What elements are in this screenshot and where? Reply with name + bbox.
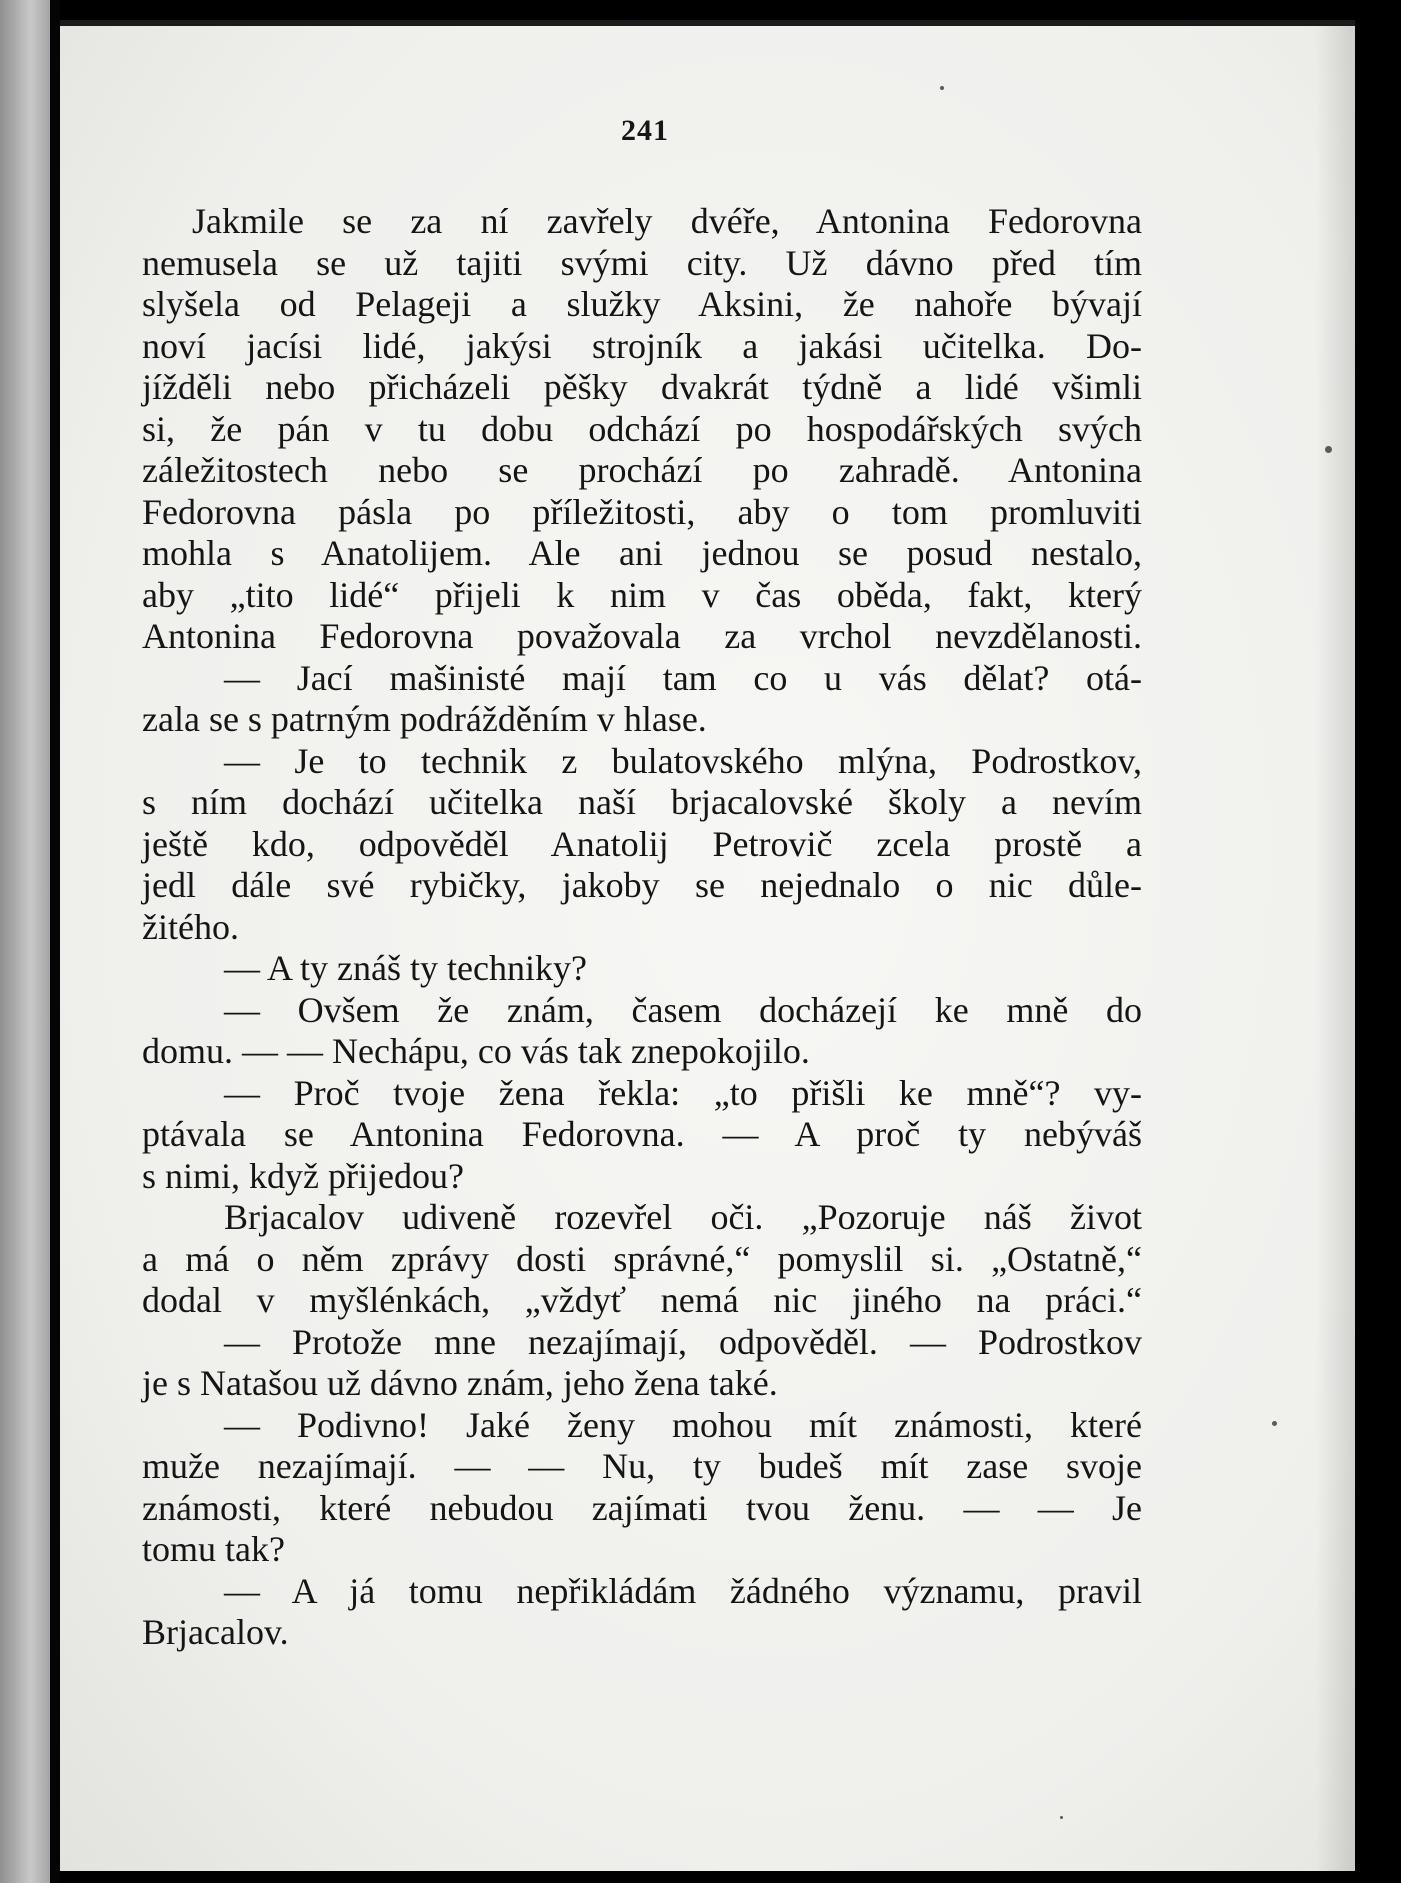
text-line: mohla s Anatolijem. Ale ani jednou se posud nestalo, [142,533,1142,573]
text-line: — Podivno! Jaké ženy mohou mít známosti, které [224,1404,1142,1445]
text-line: nemusela se už tajiti svými city. Už dávno před tím [142,242,1142,283]
scan-speck [940,86,944,90]
text-line: — Ovšem že znám, časem docházejí ke mně do [224,989,1142,1030]
text-line: žitého. [142,906,239,947]
text-line: — Protože mne nezajímají, odpověděl. — Podrostkov [224,1321,1142,1362]
text-line: — Je to technik z bulatovského mlýna, Podrostkov, [224,740,1142,781]
text-line: záležitostech nebo se prochází po zahradě. Antonina [142,450,1142,490]
text-line: — A já tomu nepřikládám žádného významu, pravil [224,1570,1142,1611]
text-line: aby „tito lidé“ přijeli k nim v čas oběda, fakt, který [142,574,1142,615]
text-line: — Jací mašinisté mají tam co u vás dělat? otá- [224,657,1142,698]
book-page [60,20,1355,1871]
text-line: jedl dále své rybičky, jakoby se nejednalo o nic důle- [142,865,1142,905]
text-line: ještě kdo, odpověděl Anatolij Petrovič zcela prostě a [142,823,1142,864]
text-line: ptávala se Antonina Fedorovna. — A proč ty nebýváš [142,1114,1142,1154]
text-line: Jakmile se za ní zavřely dvéře, Antonina Fedorovna [192,201,1142,241]
scan-speck [1325,446,1332,453]
text-line: zala se s patrným podrážděním v hlase. [142,699,707,739]
text-line: známosti, které nebudou zajímati tvou ženu. — — Je [142,1487,1142,1528]
page-edge-shadow [1315,26,1355,1871]
text-line: — A ty znáš ty techniky? [224,948,587,988]
text-line: — Proč tvoje žena řekla: „to přišli ke mně“? vy- [224,1072,1142,1113]
text-line: s nimi, když přijedou? [142,1155,464,1196]
text-line: si, že pán v tu dobu odchází po hospodářských svých [142,408,1142,449]
book-gutter [50,0,60,1883]
text-line: domu. — — Nechápu, co vás tak znepokojilo. [142,1031,810,1071]
text-line: jížděli nebo přicházeli pěšky dvakrát týdně a lidé všimli [142,367,1142,407]
scan-speck [1272,1421,1277,1426]
text-line: a má o něm zprávy dosti správné,“ pomyslil si. „Ostatně,“ [142,1238,1142,1279]
text-line: slyšela od Pelageji a služky Aksini, že nahoře bývají [142,284,1142,324]
text-line: je s Natašou už dávno znám, jeho žena také. [142,1363,778,1403]
scan-speck [1060,1816,1063,1819]
text-line: noví jacísi lidé, jakýsi strojník a jakási učitelka. Do- [142,325,1142,366]
text-line: Brjacalov udiveně rozevřel oči. „Pozoruje náš život [224,1197,1142,1237]
text-line: Fedorovna pásla po příležitosti, aby o tom promluviti [142,491,1142,532]
text-line: Brjacalov. [142,1612,289,1652]
text-line: tomu tak? [142,1529,285,1569]
text-line: Antonina Fedorovna považovala za vrchol nevzdělanosti. [142,616,1142,656]
text-line: dodal v myšlénkách, „vždyť nemá nic jiného na práci.“ [142,1280,1142,1320]
page-number: 241 [621,114,669,147]
previous-page-edge [0,0,56,1883]
page-body-text [142,201,1142,1654]
text-line: muže nezajímají. — — Nu, ty budeš mít zase svoje [142,1446,1142,1486]
text-line: s ním dochází učitelka naší brjacalovské školy a nevím [142,782,1142,822]
